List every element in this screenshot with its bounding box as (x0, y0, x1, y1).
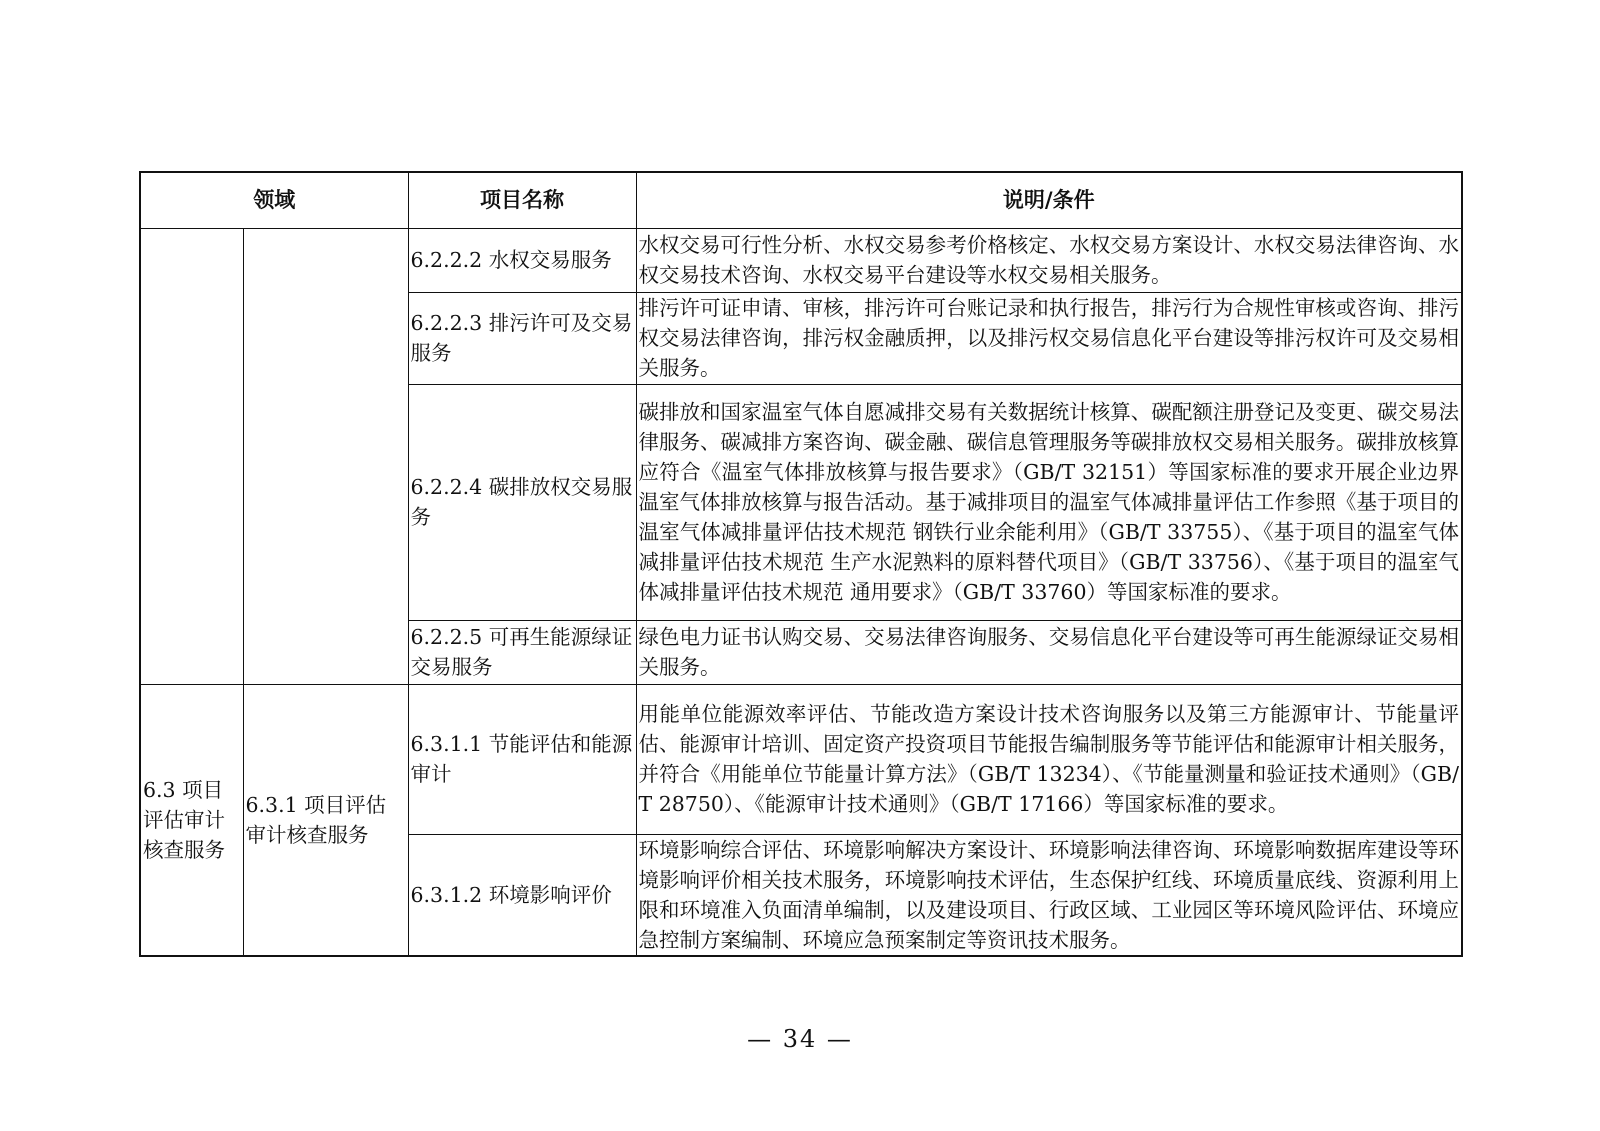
item-name-cell: 6.2.2.2 水权交易服务 (408, 228, 636, 292)
header-domain: 领域 (140, 172, 408, 228)
description-cell: 环境影响综合评估、环境影响解决方案设计、环境影响法律咨询、环境影响数据库建设等环境影响评价相关技术服务，环境影响技术评估，生态保护红线、环境质量底线、资源利用上限和环境准入负面清单编制，以及建设项目、行政区域、工业园区等环境风险评估、环境应急控制方案编制、环境应急预案制定等资讯技术服务。 (636, 834, 1462, 956)
services-table (139, 171, 1463, 957)
description-cell: 碳排放和国家温室气体自愿减排交易有关数据统计核算、碳配额注册登记及变更、碳交易法律服务、碳减排方案咨询、碳金融、碳信息管理服务等碳排放权交易相关服务。碳排放核算应符合《温室气体排放核算与报告要求》（GB/T 32151）等国家标准的要求开展企业边界温室气体排放核算与报告活动。基于减排项目的温室气体减排量评估工作参照《基于项目的温室气体减排量评估技术规范 钢铁行业余能利用》（GB/T 33755）、《基于项目的温室气体减排量评估技术规范 生产水泥熟料的原料替代项目》（GB/T 33756）、《基于项目的温室气体减排量评估技术规范 通用要求》（GB/T 33760）等国家标准的要求。 (636, 384, 1462, 620)
domain-level2-cell-empty (243, 228, 408, 684)
item-name-cell: 6.2.2.4 碳排放权交易服务 (408, 384, 636, 620)
domain-level1-cell-empty (140, 228, 243, 684)
header-item-name: 项目名称 (408, 172, 636, 228)
item-name-cell: 6.3.1.1 节能评估和能源审计 (408, 684, 636, 834)
table-row (140, 228, 1462, 292)
description-cell: 水权交易可行性分析、水权交易参考价格核定、水权交易方案设计、水权交易法律咨询、水权交易技术咨询、水权交易平台建设等水权交易相关服务。 (636, 228, 1462, 292)
item-name-cell: 6.2.2.5 可再生能源绿证交易服务 (408, 620, 636, 684)
page-number: — 34 — (747, 1025, 853, 1053)
description-cell: 排污许可证申请、审核，排污许可台账记录和执行报告，排污行为合规性审核或咨询、排污权交易法律咨询，排污权金融质押，以及排污权交易信息化平台建设等排污权许可及交易相关服务。 (636, 292, 1462, 384)
header-row (140, 172, 1462, 228)
item-name-cell: 6.2.2.3 排污许可及交易服务 (408, 292, 636, 384)
description-cell: 用能单位能源效率评估、节能改造方案设计技术咨询服务以及第三方能源审计、节能量评估、能源审计培训、固定资产投资项目节能报告编制服务等节能评估和能源审计相关服务，并符合《用能单位节能量计算方法》（GB/T 13234）、《节能量测量和验证技术通则》（GB/T 28750）、《能源审计技术通则》（GB/T 17166）等国家标准的要求。 (636, 684, 1462, 834)
domain-level2-cell: 6.3.1 项目评估审计核查服务 (243, 684, 408, 956)
description-cell: 绿色电力证书认购交易、交易法律咨询服务、交易信息化平台建设等可再生能源绿证交易相关服务。 (636, 620, 1462, 684)
item-name-cell: 6.3.1.2 环境影响评价 (408, 834, 636, 956)
domain-level1-cell: 6.3 项目评估审计核查服务 (140, 684, 243, 956)
header-description: 说明/条件 (636, 172, 1462, 228)
table-row (140, 684, 1462, 834)
